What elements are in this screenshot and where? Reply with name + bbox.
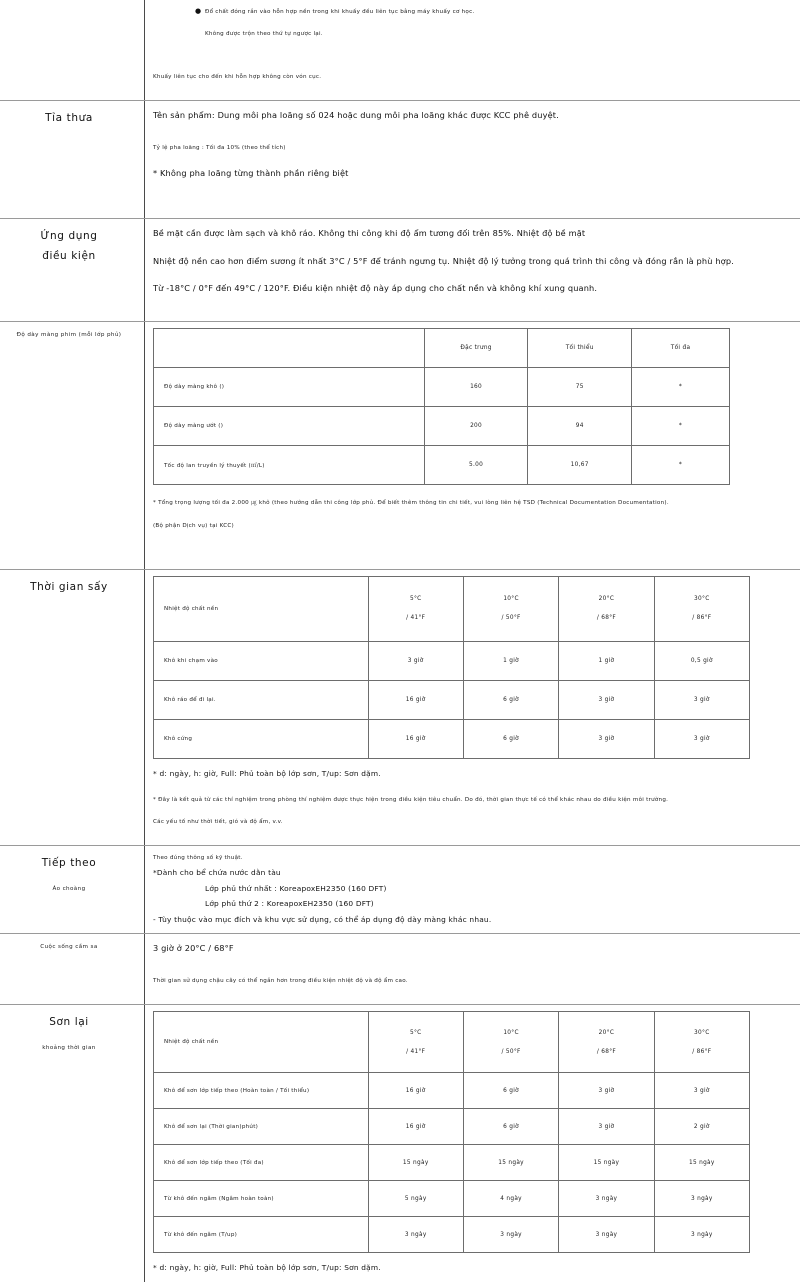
cell-dft-typical: 160 bbox=[424, 367, 528, 406]
next-coat-coat2: Lớp phủ thứ 2 : KoreapoxEH2350 (160 DFT) bbox=[205, 899, 374, 909]
cell-touch-20c: 1 giờ bbox=[559, 641, 654, 680]
next-coat-spec: Theo đúng thông số kỹ thuật. bbox=[153, 855, 243, 862]
film-thickness-body bbox=[145, 322, 800, 569]
cell-wft-typical: 200 bbox=[424, 406, 528, 445]
recoat-label-cell bbox=[0, 1005, 145, 1282]
cell-dft-min: 75 bbox=[528, 367, 632, 406]
recoat-temp-10c-c: 10°C bbox=[503, 1029, 519, 1036]
table-row bbox=[154, 1217, 750, 1253]
application-line2: Nhiệt độ nền cao hơn điểm sương ít nhất 3°C / 5°F để tránh ngưng tụ. Nhiệt độ lý tưởng trong quá trình thi công và đóng rắn là phù hợp. bbox=[153, 255, 734, 266]
cell-hard-5c: 16 giờ bbox=[368, 719, 463, 758]
table-row bbox=[154, 680, 750, 719]
mixing-bullet-row bbox=[153, 6, 790, 18]
drying-temp-10c-c: 10°C bbox=[503, 596, 519, 603]
recoat-temp-20c bbox=[559, 1012, 654, 1073]
recoat-table bbox=[153, 1011, 750, 1253]
cell-dft-max: * bbox=[632, 367, 730, 406]
cell-recoat-time-5c: 16 giờ bbox=[368, 1109, 463, 1145]
drying-temp-30c-f: / 86°F bbox=[692, 615, 712, 622]
recoat-temp-30c-f: / 86°F bbox=[692, 1048, 712, 1055]
next-coat-note: - Tùy thuộc vào mục đích và khu vực sử dụng, có thể áp dụng độ dày màng khác nhau. bbox=[153, 914, 492, 924]
section-mixing bbox=[0, 0, 800, 100]
col-head-blank bbox=[154, 328, 425, 367]
next-coat-label-cell bbox=[0, 846, 145, 933]
film-thickness-note1: * Tổng trọng lượng tối đa 2.000 ㎍ khô (theo hướng dẫn thi công lớp phủ. Để biết thêm thông tin chi tiết, vui lòng liên hệ TSD (Technical Documentation Documentation). bbox=[153, 499, 669, 506]
recoat-row-header: Nhiệt độ chất nền bbox=[154, 1012, 369, 1073]
table-row bbox=[154, 641, 750, 680]
cell-spread-max: * bbox=[632, 445, 730, 484]
cell-recoat-time-30c: 2 giờ bbox=[654, 1109, 749, 1145]
thinning-warning: * Không pha loãng từng thành phần riêng biệt bbox=[153, 168, 349, 179]
cell-recoat-time-20c: 3 giờ bbox=[559, 1109, 654, 1145]
table-row bbox=[154, 1181, 750, 1217]
film-thickness-label: Độ dày màng phim (mỗi lớp phủ) bbox=[16, 331, 122, 338]
next-coat-title: *Dành cho bể chứa nước dằn tàu bbox=[153, 868, 281, 878]
col-head-min: Tối thiểu bbox=[528, 328, 632, 367]
recoat-label-line1: Sơn lại bbox=[49, 1016, 89, 1029]
recoat-temp-5c-c: 5°C bbox=[409, 1029, 422, 1036]
application-line1: Bề mặt cần được làm sạch và khô ráo. Không thi công khi độ ẩm tương đối trên 85%. Nhiệt độ bề mặt bbox=[153, 228, 586, 239]
table-header-row bbox=[154, 576, 750, 641]
row-label-immersion-full: Từ khô đến ngâm (Ngâm hoàn toàn) bbox=[154, 1181, 369, 1217]
table-row bbox=[154, 367, 730, 406]
cell-recoat-max-20c: 15 ngày bbox=[559, 1145, 654, 1181]
drying-temp-5c bbox=[368, 576, 463, 641]
next-coat-label-line1: Tiếp theo bbox=[41, 857, 97, 870]
thinning-body bbox=[145, 101, 800, 218]
cell-hard-10c: 6 giờ bbox=[463, 719, 558, 758]
cell-recoat-time-10c: 6 giờ bbox=[463, 1109, 558, 1145]
drying-time-table bbox=[153, 576, 750, 759]
next-coat-body bbox=[145, 846, 800, 933]
cell-imm-tup-10c: 3 ngày bbox=[463, 1217, 558, 1253]
next-coat-coat1: Lớp phủ thứ nhất : KoreapoxEH2350 (160 DFT) bbox=[205, 883, 387, 893]
row-label-wft: Độ dày màng ướt () bbox=[154, 406, 425, 445]
drying-time-table-wrap bbox=[153, 576, 790, 759]
section-next-coat bbox=[0, 845, 800, 933]
cell-recoat-min-30c: 3 giờ bbox=[654, 1073, 749, 1109]
drying-temp-20c-f: / 68°F bbox=[596, 615, 617, 622]
row-label-immersion-tup: Từ khô đến ngâm (T/up) bbox=[154, 1217, 369, 1253]
table-row bbox=[154, 1109, 750, 1145]
cell-imm-tup-5c: 3 ngày bbox=[368, 1217, 463, 1253]
cell-touch-30c: 0,5 giờ bbox=[654, 641, 749, 680]
drying-temp-20c bbox=[559, 576, 654, 641]
section-application bbox=[0, 218, 800, 321]
thinning-label: Tỉa thưa bbox=[45, 112, 93, 125]
drying-temp-10c-f: / 50°F bbox=[501, 615, 521, 622]
drying-temp-5c-c: 5°C bbox=[409, 596, 422, 603]
table-row bbox=[154, 719, 750, 758]
table-header-row bbox=[154, 1012, 750, 1073]
recoat-table-wrap bbox=[153, 1011, 790, 1253]
thinning-ratio: Tỷ lệ pha loãng : Tối đa 10% (theo thể tích) bbox=[153, 145, 286, 152]
cell-recoat-max-5c: 15 ngày bbox=[368, 1145, 463, 1181]
drying-time-label: Thời gian sấy bbox=[30, 580, 108, 593]
table-row bbox=[154, 445, 730, 484]
row-label-dft: Độ dày màng khô () bbox=[154, 367, 425, 406]
cell-spread-typical: 5.00 bbox=[424, 445, 528, 484]
pot-life-label: Cuộc sống cầm sa bbox=[40, 944, 98, 951]
recoat-temp-5c-f: / 41°F bbox=[406, 1048, 426, 1055]
recoat-temp-20c-f: / 68°F bbox=[596, 1048, 617, 1055]
application-label-cell bbox=[0, 219, 145, 321]
film-thickness-note2: (Bộ phận Dịch vụ) tại KCC) bbox=[153, 522, 234, 529]
recoat-legend: * d: ngày, h: giờ, Full: Phủ toàn bộ lớp sơn, T/up: Sơn dặm. bbox=[153, 1263, 381, 1273]
bullet-icon: ● bbox=[195, 7, 202, 15]
application-label-line2: điều kiện bbox=[42, 250, 96, 263]
next-coat-label-line2: Áo choàng bbox=[52, 886, 86, 893]
row-label-recoat-max: Khô để sơn lớp tiếp theo (Tối đa) bbox=[154, 1145, 369, 1181]
cell-imm-full-5c: 5 ngày bbox=[368, 1181, 463, 1217]
drying-time-note2: Các yếu tố như thời tiết, gió và độ ẩm, v.v. bbox=[153, 819, 283, 826]
row-label-recoat-min: Khô để sơn lớp tiếp theo (Hoàn toàn / Tối thiểu) bbox=[154, 1073, 369, 1109]
cell-imm-full-20c: 3 ngày bbox=[559, 1181, 654, 1217]
table-row bbox=[154, 1145, 750, 1181]
cell-walk-30c: 3 giờ bbox=[654, 680, 749, 719]
mixing-label-cell bbox=[0, 0, 145, 100]
table-header-row bbox=[154, 328, 730, 367]
row-label-touch-dry: Khô khi chạm vào bbox=[154, 641, 369, 680]
recoat-temp-30c-c: 30°C bbox=[694, 1029, 710, 1036]
cell-spread-min: 10,67 bbox=[528, 445, 632, 484]
cell-recoat-min-20c: 3 giờ bbox=[559, 1073, 654, 1109]
drying-time-label-cell bbox=[0, 570, 145, 846]
table-row bbox=[154, 406, 730, 445]
cell-imm-full-10c: 4 ngày bbox=[463, 1181, 558, 1217]
row-label-walk-dry: Khô ráo để đi lại. bbox=[154, 680, 369, 719]
cell-hard-20c: 3 giờ bbox=[559, 719, 654, 758]
film-thickness-label-cell bbox=[0, 322, 145, 569]
row-label-spreading-rate: Tốc độ lan truyền lý thuyết (㎡/L) bbox=[154, 445, 425, 484]
section-pot-life bbox=[0, 933, 800, 1004]
section-drying-time bbox=[0, 569, 800, 846]
drying-temp-30c bbox=[654, 576, 749, 641]
recoat-temp-10c-f: / 50°F bbox=[501, 1048, 521, 1055]
film-thickness-table-wrap bbox=[153, 328, 790, 485]
recoat-label-line2: khoảng thời gian bbox=[42, 1045, 96, 1052]
recoat-temp-30c bbox=[654, 1012, 749, 1073]
recoat-temp-20c-c: 20°C bbox=[598, 1029, 615, 1036]
pot-life-label-cell bbox=[0, 934, 145, 1004]
mixing-bullet-text: Đổ chất đóng rắn vào hỗn hợp nền trong khi khuấy đều liên tục bằng máy khuấy cơ học. bbox=[205, 9, 475, 15]
mixing-stir-note: Khuấy liên tục cho đến khi hỗn hợp không còn vón cục. bbox=[153, 74, 322, 81]
cell-recoat-max-10c: 15 ngày bbox=[463, 1145, 558, 1181]
cell-touch-5c: 3 giờ bbox=[368, 641, 463, 680]
recoat-temp-5c bbox=[368, 1012, 463, 1073]
drying-temp-20c-c: 20°C bbox=[598, 596, 615, 603]
cell-recoat-min-10c: 6 giờ bbox=[463, 1073, 558, 1109]
pot-life-value: 3 giờ ở 20°C / 68°F bbox=[153, 943, 234, 954]
cell-recoat-min-5c: 16 giờ bbox=[368, 1073, 463, 1109]
cell-walk-10c: 6 giờ bbox=[463, 680, 558, 719]
section-recoat bbox=[0, 1004, 800, 1282]
section-film-thickness bbox=[0, 321, 800, 569]
cell-wft-max: * bbox=[632, 406, 730, 445]
recoat-body bbox=[145, 1005, 800, 1282]
cell-imm-tup-30c: 3 ngày bbox=[654, 1217, 749, 1253]
mixing-body bbox=[145, 0, 800, 100]
mixing-order-note: Không được trộn theo thứ tự ngược lại. bbox=[205, 31, 323, 38]
drying-time-note1: * Đây là kết quả từ các thí nghiệm trong phòng thí nghiệm được thực hiện trong điều kiện tiêu chuẩn. Do đó, thời gian thực tế có thể khác nhau do điều kiện môi trường. bbox=[153, 796, 669, 803]
drying-time-body bbox=[145, 570, 800, 846]
film-thickness-table bbox=[153, 328, 730, 485]
table-row bbox=[154, 1073, 750, 1109]
cell-touch-10c: 1 giờ bbox=[463, 641, 558, 680]
cell-wft-min: 94 bbox=[528, 406, 632, 445]
drying-temp-30c-c: 30°C bbox=[694, 596, 710, 603]
cell-walk-20c: 3 giờ bbox=[559, 680, 654, 719]
cell-recoat-max-30c: 15 ngày bbox=[654, 1145, 749, 1181]
pot-life-body bbox=[145, 934, 800, 1004]
thinning-label-cell bbox=[0, 101, 145, 218]
drying-row-header: Nhiệt độ chất nền bbox=[154, 576, 369, 641]
col-head-max: Tối đa bbox=[632, 328, 730, 367]
thinning-product: Tên sản phẩm: Dung môi pha loãng số 024 hoặc dung môi pha loãng khác được KCC phê duyệt. bbox=[153, 110, 559, 121]
col-head-typical: Đặc trưng bbox=[424, 328, 528, 367]
cell-imm-full-30c: 3 ngày bbox=[654, 1181, 749, 1217]
application-body bbox=[145, 219, 800, 321]
drying-temp-5c-f: / 41°F bbox=[406, 615, 426, 622]
section-thinning bbox=[0, 100, 800, 218]
application-line3: Từ -18°C / 0°F đến 49°C / 120°F. Điều kiện nhiệt độ này áp dụng cho chất nền và không khí xung quanh. bbox=[153, 282, 598, 293]
application-label-line1: Ứng dụng bbox=[40, 230, 98, 243]
cell-hard-30c: 3 giờ bbox=[654, 719, 749, 758]
cell-imm-tup-20c: 3 ngày bbox=[559, 1217, 654, 1253]
row-label-recoat-time: Khô để sơn lại (Thời gian)phút) bbox=[154, 1109, 369, 1145]
drying-time-legend: * d: ngày, h: giờ, Full: Phủ toàn bộ lớp sơn, T/up: Sơn dặm. bbox=[153, 768, 381, 778]
recoat-temp-10c bbox=[463, 1012, 558, 1073]
drying-temp-10c bbox=[463, 576, 558, 641]
row-label-hard-dry: Khô cứng bbox=[154, 719, 369, 758]
cell-walk-5c: 16 giờ bbox=[368, 680, 463, 719]
pot-life-note: Thời gian sử dụng chậu cây có thể ngắn hơn trong điều kiện nhiệt độ và độ ẩm cao. bbox=[153, 978, 408, 985]
